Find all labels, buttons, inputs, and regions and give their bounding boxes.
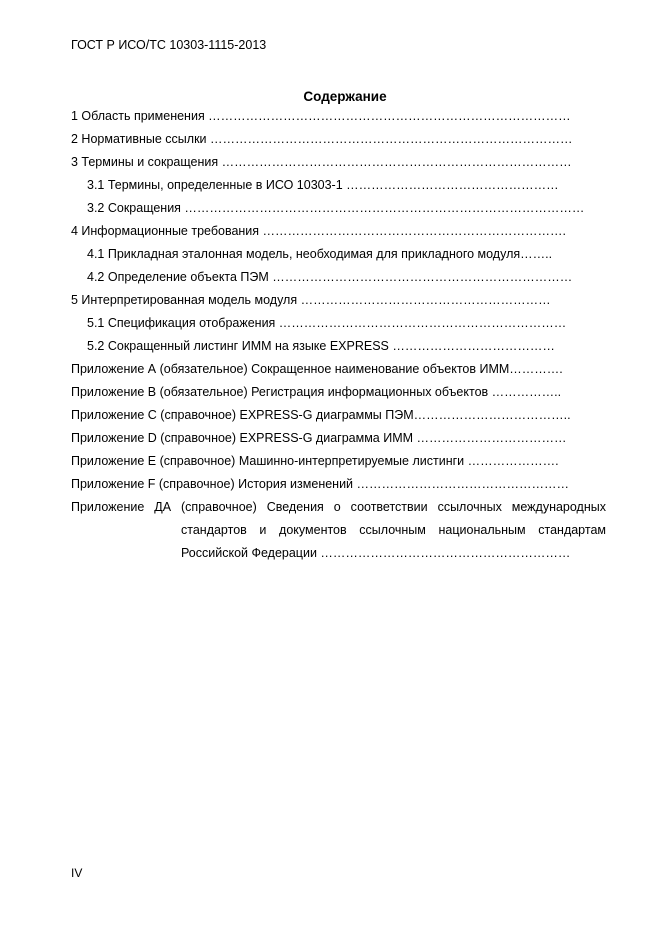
toc-entry-annex-e[interactable]: Приложение E (справочное) Машинно-интерпретируемые листинги …………………. <box>71 454 559 468</box>
toc-entry-3[interactable]: 3 Термины и сокращения ………………………………………………………………………… <box>71 155 572 169</box>
toc-entry-4[interactable]: 4 Информационные требования ………………………………………………………………. <box>71 224 567 238</box>
toc-entry-5-2[interactable]: 5.2 Сокращенный листинг ИММ на языке EXPRESS ………………………………… <box>87 339 555 353</box>
page-title: Содержание <box>303 89 387 104</box>
toc-entry-annex-f[interactable]: Приложение F (справочное) История изменений …………………………………………… <box>71 477 570 491</box>
toc-entry-annex-b[interactable]: Приложение В (обязательное) Регистрация информационных объектов …………….. <box>71 385 562 399</box>
toc-entry-annex-a[interactable]: Приложение А (обязательное) Сокращенное наименование объектов ИММ…………. <box>71 362 563 376</box>
table-of-contents <box>71 105 606 565</box>
toc-entry-1[interactable]: 1 Область применения …………………………………………………………………………… <box>71 109 571 123</box>
toc-entry-annex-da-line2: стандартов и документов ссылочным национальным стандартам <box>181 523 606 537</box>
toc-entry-annex-da-line3: Российской Федерации …………………………………………………… <box>181 546 571 560</box>
toc-entry-3-1[interactable]: 3.1 Термины, определенные в ИСО 10303-1 …………………………………………… <box>87 178 559 192</box>
toc-entry-annex-d[interactable]: Приложение D (справочное) EXPRESS-G диаграмма ИММ ……………………………… <box>71 431 567 445</box>
toc-entry-4-2[interactable]: 4.2 Определение объекта ПЭМ ……………………………………………………………… <box>87 270 573 284</box>
toc-entry-4-1[interactable]: 4.1 Прикладная эталонная модель, необходимая для прикладного модуля…….. <box>87 247 553 261</box>
toc-entry-annex-c[interactable]: Приложение С (справочное) EXPRESS-G диаграммы ПЭМ……………………………….. <box>71 408 571 422</box>
document-header: ГОСТ Р ИСО/ТС 10303-1115-2013 <box>71 38 267 52</box>
toc-entry-annex-da[interactable] <box>71 496 606 565</box>
toc-entry-annex-da-line1: Приложение ДА (справочное) Сведения о соответствии ссылочных международных <box>71 500 606 514</box>
page-number: IV <box>71 866 83 880</box>
toc-entry-5-1[interactable]: 5.1 Спецификация отображения …………………………………………………………… <box>87 316 567 330</box>
toc-entry-2[interactable]: 2 Нормативные ссылки …………………………………………………………………………… <box>71 132 573 146</box>
toc-entry-5[interactable]: 5 Интерпретированная модель модуля …………………………………………………… <box>71 293 551 307</box>
toc-entry-3-2[interactable]: 3.2 Сокращения …………………………………………………………………………………… <box>87 201 585 215</box>
